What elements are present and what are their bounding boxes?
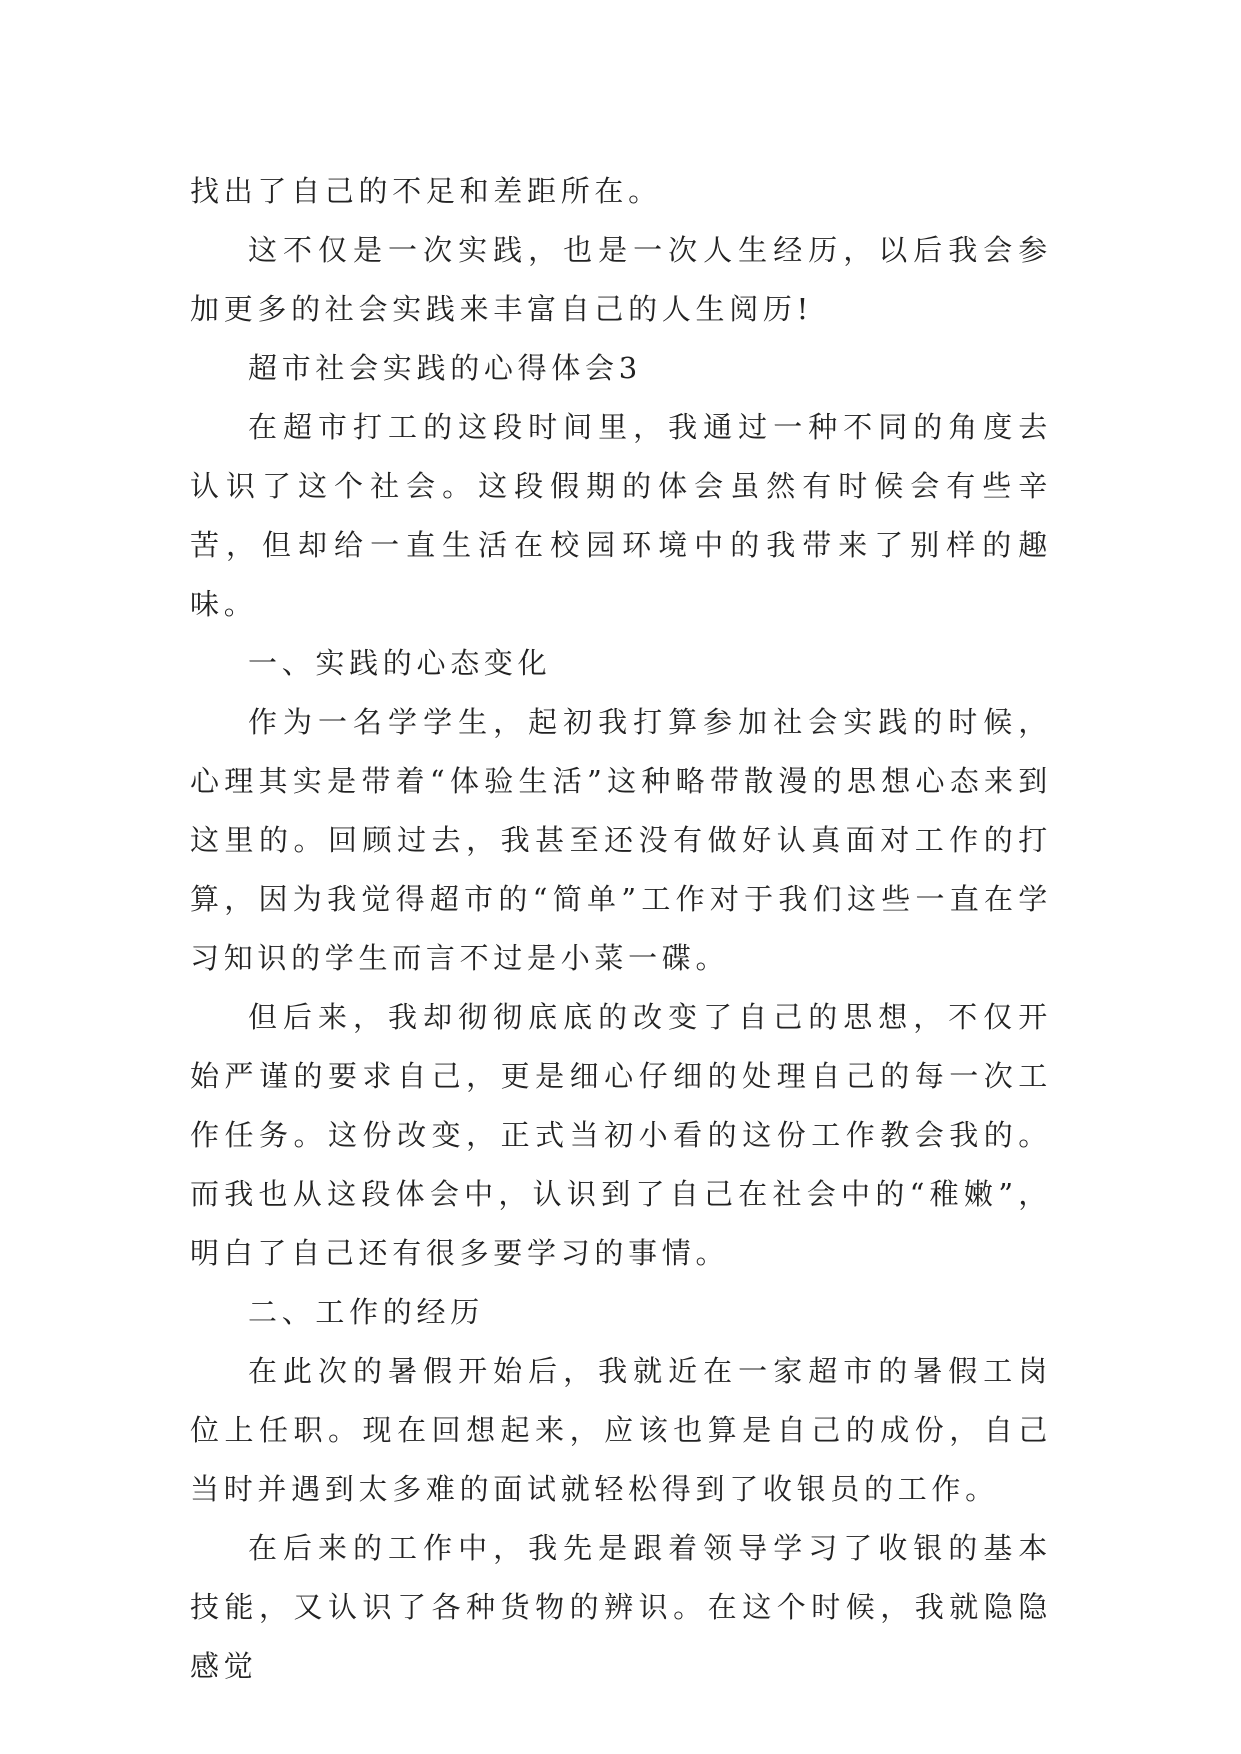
paragraph: 在后来的工作中，我先是跟着领导学习了收银的基本技能，又认识了各种货物的辨识。在这个时候，我就隐隐感觉 — [190, 1531, 1052, 1683]
section-heading: 一、实践的心态变化 — [248, 646, 552, 680]
document-body — [190, 162, 1052, 1696]
paragraph-continuation: 找出了自己的不足和差距所在。 — [190, 174, 662, 208]
paragraph: 但后来，我却彻彻底底的改变了自己的思想，不仅开始严谨的要求自己，更是细心仔细的处理自己的每一次工作任务。这份改变，正式当初小看的这份工作教会我的。而我也从这段体会中，认识到了自己在社会中的“稚嫩”，明白了自己还有很多要学习的事情。 — [190, 1000, 1052, 1270]
paragraph: 作为一名学学生，起初我打算参加社会实践的时候，心理其实是带着“体验生活”这种略带散漫的思想心态来到这里的。回顾过去，我甚至还没有做好认真面对工作的打算，因为我觉得超市的“简单”工作对于我们这些一直在学习知识的学生而言不过是小菜一碟。 — [190, 705, 1052, 975]
paragraph: 在此次的暑假开始后，我就近在一家超市的暑假工岗位上任职。现在回想起来，应该也算是自己的成份，自己当时并遇到太多难的面试就轻松得到了收银员的工作。 — [190, 1354, 1052, 1506]
paragraph: 这不仅是一次实践，也是一次人生经历，以后我会参加更多的社会实践来丰富自己的人生阅历! — [190, 233, 1052, 326]
section-heading: 二、工作的经历 — [248, 1295, 484, 1329]
paragraph: 在超市打工的这段时间里，我通过一种不同的角度去认识了这个社会。这段假期的体会虽然有时候会有些辛苦，但却给一直生活在校园环境中的我带来了别样的趣味。 — [190, 410, 1052, 621]
section-title: 超市社会实践的心得体会3 — [248, 351, 642, 385]
